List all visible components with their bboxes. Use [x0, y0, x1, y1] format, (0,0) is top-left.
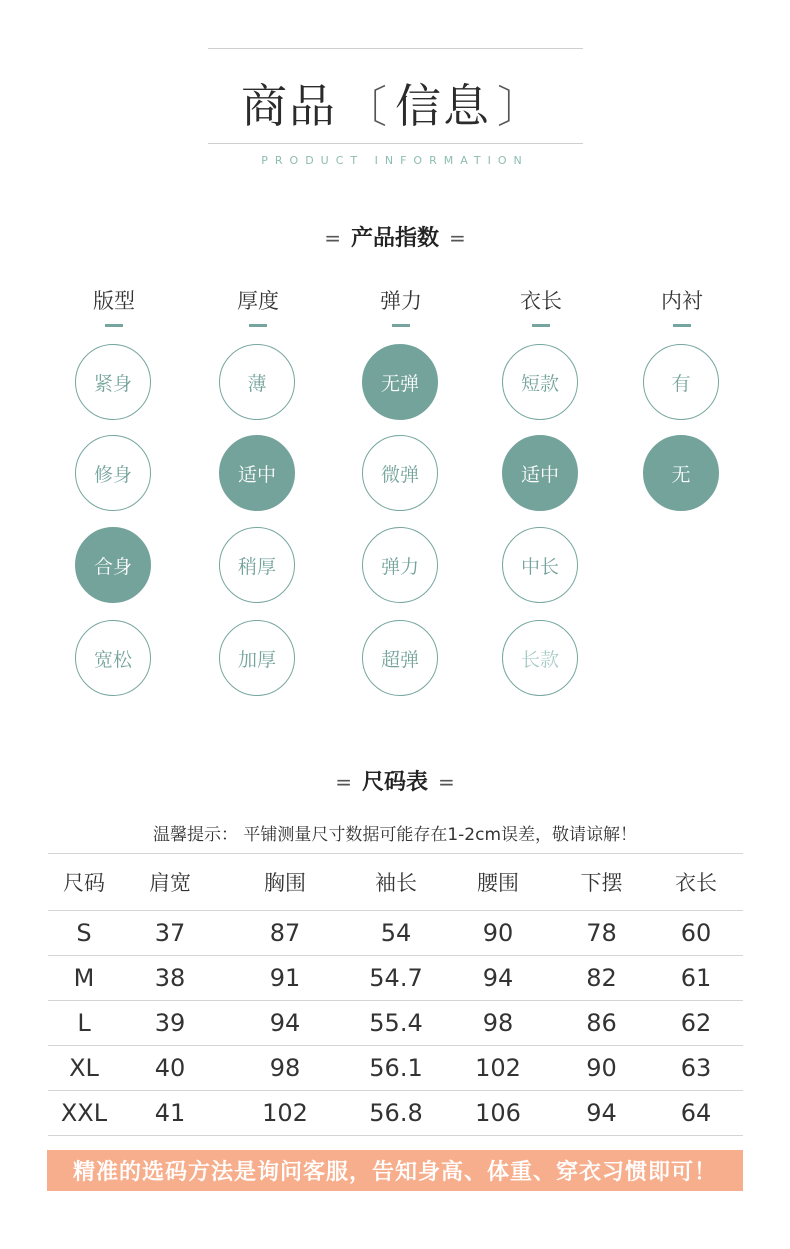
table-row: [48, 956, 743, 1001]
table-cell: 94: [554, 1091, 649, 1136]
size-table-header: [48, 854, 743, 911]
table-cell: 82: [554, 956, 649, 1001]
column-header: 衣长: [649, 854, 743, 911]
index-column: [74, 286, 154, 671]
table-row: [48, 1001, 743, 1046]
index-column: [361, 286, 441, 671]
index-column-underline: [105, 324, 123, 327]
table-cell: 56.8: [350, 1091, 442, 1136]
size-table: [48, 853, 743, 1136]
table-cell: 39: [120, 1001, 220, 1046]
index-option: 有: [643, 344, 719, 420]
table-cell: 91: [220, 956, 350, 1001]
table-cell: 90: [442, 911, 554, 956]
table-cell: 63: [649, 1046, 743, 1091]
table-cell: 94: [220, 1001, 350, 1046]
size-section-title: [0, 765, 790, 796]
index-option: 紧身: [75, 344, 151, 420]
header-bottom-divider: [208, 143, 583, 144]
index-option: 微弹: [362, 435, 438, 511]
table-cell: 90: [554, 1046, 649, 1091]
table-cell: 86: [554, 1001, 649, 1046]
index-option: 稍厚: [219, 527, 295, 603]
table-cell: 61: [649, 956, 743, 1001]
table-cell: 98: [442, 1001, 554, 1046]
index-column-underline: [673, 324, 691, 327]
index-option: 加厚: [219, 620, 295, 696]
index-option: 薄: [219, 344, 295, 420]
sizing-advice-banner: 精准的选码方法是询问客服，告知身高、体重、穿衣习惯即可！: [47, 1150, 743, 1191]
index-option: 弹力: [362, 527, 438, 603]
index-column-head: 版型: [93, 289, 135, 313]
index-column-head: 弹力: [380, 289, 422, 313]
index-option-selected: 适中: [219, 435, 295, 511]
index-section-title: [0, 221, 790, 252]
table-cell: 38: [120, 956, 220, 1001]
measurement-tip: 温馨提示： 平铺测量尺寸数据可能存在1-2cm误差，敬请谅解！: [152, 825, 638, 845]
column-header: 尺码: [48, 854, 120, 911]
eq-right: =: [449, 226, 466, 250]
table-cell: 40: [120, 1046, 220, 1091]
column-header: 肩宽: [120, 854, 220, 911]
table-cell: 54.7: [350, 956, 442, 1001]
size-title-text: 尺码表: [361, 770, 428, 795]
index-option: 中长: [502, 527, 578, 603]
table-cell: 87: [220, 911, 350, 956]
index-option-selected: 无: [643, 435, 719, 511]
table-cell: 64: [649, 1091, 743, 1136]
table-cell: 102: [442, 1046, 554, 1091]
page-subtitle: PRODUCT INFORMATION: [261, 154, 529, 167]
index-column-underline: [532, 324, 550, 327]
title-bracket-close: 〕: [497, 82, 543, 133]
table-cell: XL: [48, 1046, 120, 1091]
index-option: 长款: [502, 620, 578, 696]
title-highlight: 信息: [395, 79, 491, 133]
table-row: [48, 911, 743, 956]
table-cell: 60: [649, 911, 743, 956]
index-column-head: 衣长: [520, 289, 562, 313]
table-cell: 54: [350, 911, 442, 956]
eq-right: =: [438, 770, 455, 794]
column-header: 胸围: [220, 854, 350, 911]
table-cell: 41: [120, 1091, 220, 1136]
index-column: [501, 286, 581, 671]
table-cell: 106: [442, 1091, 554, 1136]
table-cell: 94: [442, 956, 554, 1001]
column-header: 袖长: [350, 854, 442, 911]
column-header: 下摆: [554, 854, 649, 911]
index-option-selected: 适中: [502, 435, 578, 511]
index-title-text: 产品指数: [350, 226, 439, 251]
table-cell: L: [48, 1001, 120, 1046]
index-column-head: 厚度: [237, 289, 279, 313]
table-row: [48, 1091, 743, 1136]
index-option-selected: 无弹: [362, 344, 438, 420]
page-title: [0, 70, 790, 136]
index-option-selected: 合身: [75, 527, 151, 603]
index-column: [642, 286, 722, 486]
index-column-underline: [392, 324, 410, 327]
index-column-head: 内衬: [661, 289, 703, 313]
index-column: [218, 286, 298, 671]
title-bracket-open: 〔: [343, 82, 389, 133]
column-header: 腰围: [442, 854, 554, 911]
table-cell: 56.1: [350, 1046, 442, 1091]
table-cell: 78: [554, 911, 649, 956]
index-option: 超弹: [362, 620, 438, 696]
index-column-underline: [249, 324, 267, 327]
index-option: 短款: [502, 344, 578, 420]
table-cell: 37: [120, 911, 220, 956]
table-cell: M: [48, 956, 120, 1001]
table-cell: 98: [220, 1046, 350, 1091]
eq-left: =: [324, 226, 341, 250]
title-main: 商品: [241, 79, 337, 133]
eq-left: =: [335, 770, 352, 794]
index-option: 宽松: [75, 620, 151, 696]
table-cell: S: [48, 911, 120, 956]
table-cell: 62: [649, 1001, 743, 1046]
table-cell: 55.4: [350, 1001, 442, 1046]
header-top-divider: [208, 48, 583, 49]
table-row: [48, 1046, 743, 1091]
table-cell: XXL: [48, 1091, 120, 1136]
table-cell: 102: [220, 1091, 350, 1136]
index-option: 修身: [75, 435, 151, 511]
